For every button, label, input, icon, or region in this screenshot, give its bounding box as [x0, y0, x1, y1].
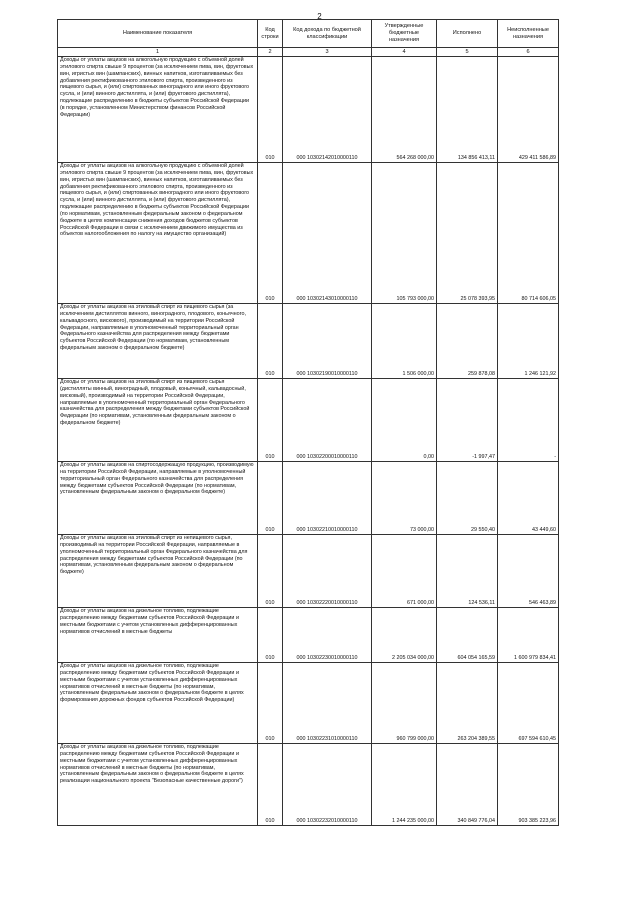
income-code: 000 10302142010000110	[283, 57, 372, 163]
indicator-name: Доходы от уплаты акцизов на дизельное топливо, подлежащие распределению между бюджетами субъектов Российской Федерации и местными бюджетами с учетом установленных дифференцированных нормативов отчислений в местные бюджеты	[58, 608, 258, 663]
executed-amount: 124 536,11	[437, 535, 498, 608]
column-number: 2	[258, 48, 283, 57]
executed-amount: 259 878,08	[437, 304, 498, 379]
line-code: 010	[258, 57, 283, 163]
line-code: 010	[258, 608, 283, 663]
approved-amount: 1 244 235 000,00	[372, 744, 437, 826]
line-code: 010	[258, 744, 283, 826]
line-code: 010	[258, 535, 283, 608]
executed-amount: 25 078 393,95	[437, 163, 498, 304]
income-code: 000 10302230010000110	[283, 608, 372, 663]
unexecuted-amount: 903 385 223,96	[498, 744, 559, 826]
table-row	[58, 608, 559, 663]
unexecuted-amount: 80 714 606,05	[498, 163, 559, 304]
table-row	[58, 304, 559, 379]
column-number-row	[58, 48, 559, 57]
indicator-name: Доходы от уплаты акцизов на этиловый спирт из непищевого сырья, производимый на территории Российской Федерации, направляемые в уполномоченный территориальный орган Федерального казначейства для распределения между бюджетами субъектов Российской Федерации (по нормативам, установленным федеральным законом о федеральном бюджете)	[58, 535, 258, 608]
unexecuted-amount: -	[498, 379, 559, 462]
table-row	[58, 163, 559, 304]
income-code: 000 10302220010000110	[283, 535, 372, 608]
indicator-name: Доходы от уплаты акцизов на спиртосодержащую продукцию, производимую на территории Российской Федерации, направляемые в уполномоченный территориальный орган Федерального казначейства для распределения между бюджетами субъектов Российской Федерации (по нормативам, установленным федеральным законом о федеральном бюджете)	[58, 462, 258, 535]
unexecuted-amount: 546 463,89	[498, 535, 559, 608]
column-number: 5	[437, 48, 498, 57]
executed-amount: 263 204 389,55	[437, 663, 498, 744]
header-income-code: Код дохода по бюджетной классификации	[283, 20, 372, 48]
table-header-row	[58, 20, 559, 48]
indicator-name: Доходы от уплаты акцизов на алкогольную продукцию с объемной долей этилового спирта свыше 9 процентов (за исключением пива, вин, фруктовых вин, игристых вин (шампанских), винных напитков, изготавливаемых без добавления ректификованного этилового спирта, произведенного из пищевого сырья, и (или) спиртованных виноградного или иного фруктового сусла, и (или) винного дистиллята, и (или) фруктового дистиллята), подлежащие распределению в бюджеты субъектов Российской Федерации (в порядке, установленном Министерством финансов Российской Федерации)	[58, 57, 258, 163]
column-number: 6	[498, 48, 559, 57]
budget-revenue-table	[57, 19, 559, 826]
approved-amount: 960 799 000,00	[372, 663, 437, 744]
executed-amount: 604 054 165,59	[437, 608, 498, 663]
income-code: 000 10302210010000110	[283, 462, 372, 535]
table-row	[58, 535, 559, 608]
column-number: 3	[283, 48, 372, 57]
table-row	[58, 663, 559, 744]
unexecuted-amount: 1 600 979 834,41	[498, 608, 559, 663]
line-code: 010	[258, 663, 283, 744]
unexecuted-amount: 43 449,60	[498, 462, 559, 535]
income-code: 000 10302231010000110	[283, 663, 372, 744]
executed-amount: 29 550,40	[437, 462, 498, 535]
header-name: Наименование показателя	[58, 20, 258, 48]
indicator-name: Доходы от уплаты акцизов на алкогольную продукцию с объемной долей этилового спирта свыше 9 процентов (за исключением пива, вин, фруктовых вин, игристых вин (шампанских), винных напитков, изготавливаемых без добавления ректификованного этилового спирта, произведенного из пищевого сырья, и (или) спиртованных виноградного или иного фруктового сусла, и (или) винного дистиллята, и (или) фруктового дистиллята), подлежащие распределению в бюджеты субъектов Российской Федерации (по нормативам, установленным федеральным законом о федеральном бюджете в целях компенсации снижения доходов бюджетов субъектов Российской Федерации в связи с исключением движимого имущества из объектов налогообложения по налогу на имущество организаций)	[58, 163, 258, 304]
approved-amount: 564 268 000,00	[372, 57, 437, 163]
unexecuted-amount: 429 411 586,89	[498, 57, 559, 163]
executed-amount: 134 856 413,11	[437, 57, 498, 163]
executed-amount: -1 997,47	[437, 379, 498, 462]
column-number: 1	[58, 48, 258, 57]
line-code: 010	[258, 462, 283, 535]
header-line-code: Код строки	[258, 20, 283, 48]
income-code: 000 10302143010000110	[283, 163, 372, 304]
approved-amount: 671 000,00	[372, 535, 437, 608]
line-code: 010	[258, 163, 283, 304]
income-code: 000 10302190010000110	[283, 304, 372, 379]
approved-amount: 2 205 034 000,00	[372, 608, 437, 663]
income-code: 000 10302200010000110	[283, 379, 372, 462]
table-row	[58, 462, 559, 535]
indicator-name: Доходы от уплаты акцизов на этиловый спирт из пищевого сырья (дистилляты винный, виноградный, плодовый, коньячный, кальвадосный, висковый), производимый на территории Российской Федерации, направляемые в уполномоченный территориальный орган Федерального казначейства для распределения между бюджетами субъектов Российской Федерации (по нормативам, установленным федеральным законом о федеральном бюджете)	[58, 379, 258, 462]
approved-amount: 1 506 000,00	[372, 304, 437, 379]
line-code: 010	[258, 379, 283, 462]
indicator-name: Доходы от уплаты акцизов на дизельное топливо, подлежащие распределению между бюджетами субъектов Российской Федерации и местными бюджетами с учетом установленных дифференцированных нормативов отчислений в местные бюджеты (по нормативам, установленным федеральным законом о федеральном бюджете в целях реализации национального проекта "Безопасные качественные дороги")	[58, 744, 258, 826]
indicator-name: Доходы от уплаты акцизов на этиловый спирт из пищевого сырья (за исключением дистиллятов винного, виноградного, плодового, коньячного, кальвадосного, вискового), производимый на территории Российской Федерации, направляемые в уполномоченный территориальный орган Федерального казначейства для распределения между бюджетами субъектов Российской Федерации (по нормативам, установленным федеральным законом о федеральном бюджете)	[58, 304, 258, 379]
table-row	[58, 744, 559, 826]
line-code: 010	[258, 304, 283, 379]
header-approved: Утвержденные бюджетные назначения	[372, 20, 437, 48]
unexecuted-amount: 1 246 121,92	[498, 304, 559, 379]
income-code: 000 10302232010000110	[283, 744, 372, 826]
indicator-name: Доходы от уплаты акцизов на дизельное топливо, подлежащие распределению между бюджетами субъектов Российской Федерации и местными бюджетами с учетом установленных дифференцированных нормативов отчислений в местные бюджеты (по нормативам, установленным федеральным законом о федеральном бюджете в целях формирования дорожных фондов субъектов Российской Федерации)	[58, 663, 258, 744]
unexecuted-amount: 697 594 610,45	[498, 663, 559, 744]
header-executed: Исполнено	[437, 20, 498, 48]
approved-amount: 0,00	[372, 379, 437, 462]
executed-amount: 340 849 776,04	[437, 744, 498, 826]
table-row	[58, 379, 559, 462]
approved-amount: 105 793 000,00	[372, 163, 437, 304]
approved-amount: 73 000,00	[372, 462, 437, 535]
header-unexecuted: Неисполненные назначения	[498, 20, 559, 48]
page-number: 2	[317, 12, 322, 21]
table-row	[58, 57, 559, 163]
column-number: 4	[372, 48, 437, 57]
